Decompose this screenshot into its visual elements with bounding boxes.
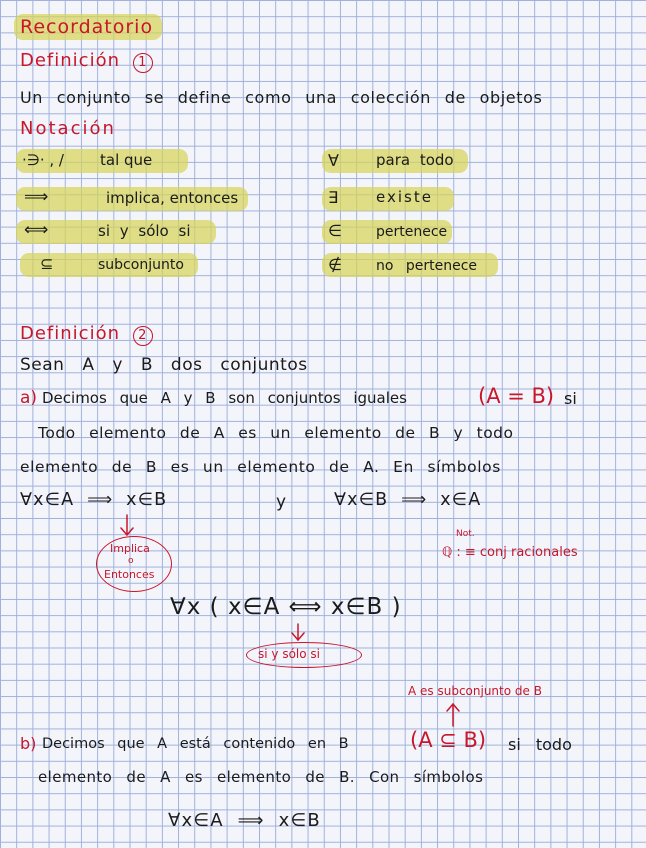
part-a-line-2: Todo elemento de A es un elemento de B y todo bbox=[38, 424, 514, 442]
notation-meaning-iff: si y sólo si bbox=[98, 222, 191, 240]
part-a-line-1: Decimos que A y B son conjuntos iguales bbox=[42, 389, 407, 407]
definition-2-number-circle: 2 bbox=[133, 326, 153, 346]
definition-2-heading-text: Definición bbox=[20, 323, 120, 344]
notation-meaning-exists: existe bbox=[376, 188, 433, 206]
part-a-line-3: elemento de B es un elemento de A. En símbolos bbox=[20, 458, 501, 476]
note-rationals-label: Not. bbox=[456, 529, 475, 539]
note-sii-text: si y sólo si bbox=[258, 647, 320, 661]
notation-symbol-not-in: ∉ bbox=[328, 255, 342, 274]
part-a-formula-1: ∀x∈A ⟹ x∈B bbox=[20, 490, 168, 510]
note-implica-or: o bbox=[128, 556, 134, 566]
notation-meaning-forall: para todo bbox=[376, 151, 454, 169]
notation-symbol-forall: ∀ bbox=[328, 151, 339, 170]
note-subset-text: A es subconjunto de B bbox=[408, 684, 542, 698]
note-implica-entonces: Entonces bbox=[104, 568, 155, 581]
notation-meaning-subset: subconjunto bbox=[98, 257, 184, 273]
definition-1-text: Un conjunto se define como una colección de objetos bbox=[20, 88, 543, 107]
notation-heading: Notación bbox=[20, 118, 116, 139]
part-a-si: si bbox=[564, 389, 577, 408]
part-b-line-1: Decimos que A está contenido en B bbox=[42, 736, 349, 752]
notation-symbol-iff: ⟺ bbox=[24, 220, 49, 240]
part-a-formula-3: ∀x ( x∈A ⟺ x∈B ) bbox=[170, 594, 402, 620]
part-b-line-2: elemento de A es elemento de B. Con símbolos bbox=[38, 768, 484, 786]
part-a-formula-2: ∀x∈B ⟹ x∈A bbox=[334, 490, 482, 510]
notation-meaning-in: pertenece bbox=[376, 224, 448, 240]
definition-2-intro: Sean A y B dos conjuntos bbox=[20, 355, 308, 375]
notation-meaning-implies: implica, entonces bbox=[106, 189, 239, 207]
part-b-formula: ∀x∈A ⟹ x∈B bbox=[168, 810, 321, 831]
part-a-relation: (A = B) bbox=[478, 384, 555, 408]
notation-meaning-such-that: tal que bbox=[100, 151, 153, 169]
part-b-label: b) bbox=[20, 734, 37, 753]
notation-symbol-subset: ⊆ bbox=[40, 254, 54, 273]
notation-symbol-exists: ∃ bbox=[328, 188, 339, 207]
notation-symbol-such-that: ·∋· , / bbox=[22, 151, 64, 169]
notation-symbol-in: ∈ bbox=[328, 221, 342, 240]
notation-symbol-implies: ⟹ bbox=[24, 187, 49, 207]
notation-meaning-not-in: no pertenece bbox=[376, 258, 478, 274]
note-implica-word: Implica bbox=[110, 542, 150, 555]
part-b-relation: (A ⊆ B) bbox=[410, 728, 487, 752]
page-title: Recordatorio bbox=[20, 16, 154, 38]
part-b-si-todo: si todo bbox=[508, 735, 572, 754]
part-a-label: a) bbox=[20, 388, 38, 408]
definition-1-number-circle: 1 bbox=[133, 53, 153, 73]
definition-1-heading-text: Definición bbox=[20, 50, 120, 71]
note-rationals-text: ℚ : ≡ conj racionales bbox=[442, 545, 578, 560]
part-a-y: y bbox=[276, 492, 287, 512]
